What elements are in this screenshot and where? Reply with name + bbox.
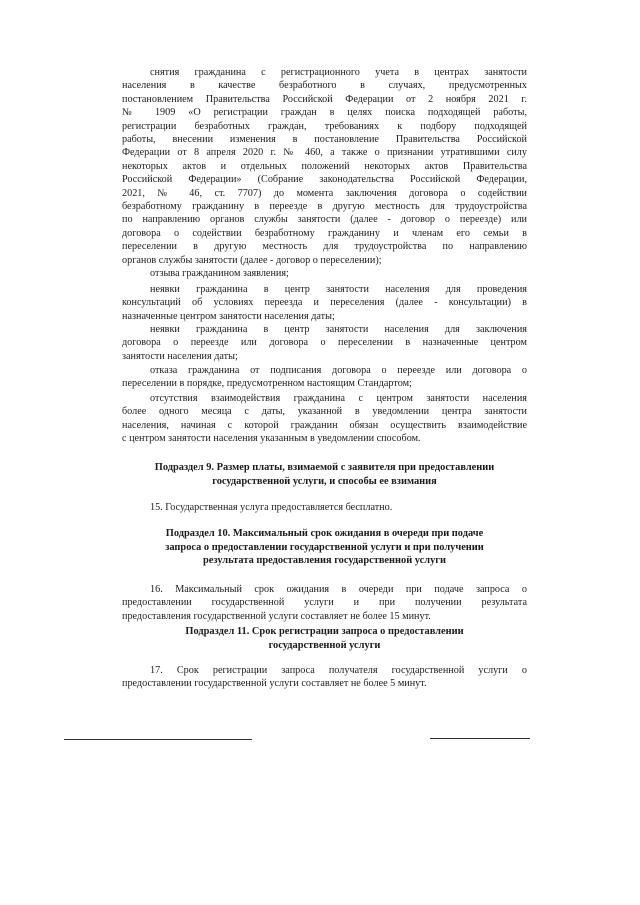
text-line: консультаций об условиях переезда и переселения (далее - консультации) в — [122, 297, 527, 309]
heading-line: запроса о предоставлении государственной услуги и при получении — [165, 541, 484, 553]
text-line: предоставлении государственной услуги составляет не более 5 минут. — [122, 678, 427, 690]
text-line: более одного месяца с даты, указанной в уведомлении центра занятости — [122, 406, 527, 418]
text-line: неявки гражданина в центр занятости населения для заключения — [150, 324, 527, 335]
text-line: 16. Максимальный срок ожидания в очереди при подаче запроса о — [150, 584, 527, 595]
text-line: Российской Федерации» (Собрание законодательства Российской Федерации, — [122, 174, 527, 186]
heading-line: результата предоставления государственной услуги — [202, 555, 447, 567]
section-11-heading — [122, 625, 527, 652]
heading-line: государственной услуги — [268, 639, 381, 651]
text-line: регистрации безработных граждан, требованиях к подбору подходящей — [122, 120, 527, 132]
text-line: отказа гражданина от подписания договора о переезде или договора о — [150, 365, 527, 376]
item-no-show-consultations — [122, 283, 527, 323]
item-no-show-contract — [122, 323, 527, 363]
text-line: 2021, № 46, ст. 7707) до момента заключения договора о содействии — [122, 187, 527, 199]
signature-line-right — [430, 738, 530, 739]
text-line: снятия гражданина с регистрационного учета в центрах занятости — [150, 67, 527, 78]
text-line: некоторых актов и отдельных положений некоторых актов Правительства — [122, 160, 527, 172]
text-line: по направлению органов службы занятости (далее - договор о переезде) или — [122, 214, 527, 226]
paragraph-17 — [122, 664, 527, 691]
heading-line: Подраздел 9. Размер платы, взимаемой с заявителя при предоставлении — [154, 462, 495, 473]
text-line: предоставления государственной услуги составляет не более 15 минут. — [122, 610, 431, 622]
text-line: предоставлении государственной услуги и при получении результата — [122, 597, 527, 609]
text-line: населения в качестве безработного в случаях, предусмотренных — [122, 80, 527, 92]
text-line: с центром занятости населения указанным в уведомлении способом. — [122, 433, 421, 445]
text-line: работы, внесении изменения в постановление Правительства Российской — [122, 134, 527, 146]
text-line: 17. Срок регистрации запроса получателя государственной услуги о — [150, 665, 527, 676]
heading-line: Подраздел 11. Срок регистрации запроса о предоставлении — [185, 626, 464, 637]
heading-line: Подраздел 10. Максимальный срок ожидания в очереди при подаче — [165, 528, 484, 539]
paragraph-16 — [122, 583, 527, 623]
text-line: занятости населения даты; — [122, 350, 238, 362]
text-line: договора о переезде или договора о переселении в назначенные центром — [122, 337, 527, 349]
text-line: договора о содействии безработному гражданину и членам его семьи в — [122, 227, 527, 239]
text-line: отсутствия взаимодействия гражданина с центром занятости населения — [150, 393, 527, 404]
section-10-heading — [122, 527, 527, 568]
text-line: населения, начиная с которой гражданин обязан осуществить взаимодействие — [122, 419, 527, 431]
text-line: органов службы занятости (далее - договор о переселении); — [122, 254, 382, 266]
text-line: неявки гражданина в центр занятости населения для проведения — [150, 284, 527, 295]
signature-line-left — [64, 739, 252, 740]
text-line: переселении в порядке, предусмотренном настоящим Стандартом; — [122, 378, 412, 390]
heading-line: государственной услуги, и способы ее взимания — [212, 475, 437, 487]
section-9-heading — [122, 461, 527, 488]
continuation-paragraph — [122, 66, 527, 267]
text-line: № 1909 «О регистрации граждан в целях поиска подходящей работы, — [122, 107, 527, 119]
text-line: 15. Государственная услуга предоставляется бесплатно. — [150, 502, 393, 513]
text-line: постановлением Правительства Российской Федерации от 2 ноября 2021 г. — [122, 93, 527, 105]
item-withdrawal — [122, 267, 527, 280]
text-line: переселении в другую местность для трудоустройства по направлению — [122, 241, 527, 253]
item-no-interaction — [122, 392, 527, 446]
text-line: безработному гражданину в переезде в другую местность для трудоустройства — [122, 201, 527, 213]
item-refusal — [122, 364, 527, 391]
text-line: отзыва гражданином заявления; — [150, 268, 289, 279]
paragraph-15 — [122, 501, 527, 514]
text-line: Федерации от 8 апреля 2020 г. № 460, а также о признании утратившими силу — [122, 147, 527, 159]
text-line: назначенные центром занятости населения даты; — [122, 310, 335, 322]
